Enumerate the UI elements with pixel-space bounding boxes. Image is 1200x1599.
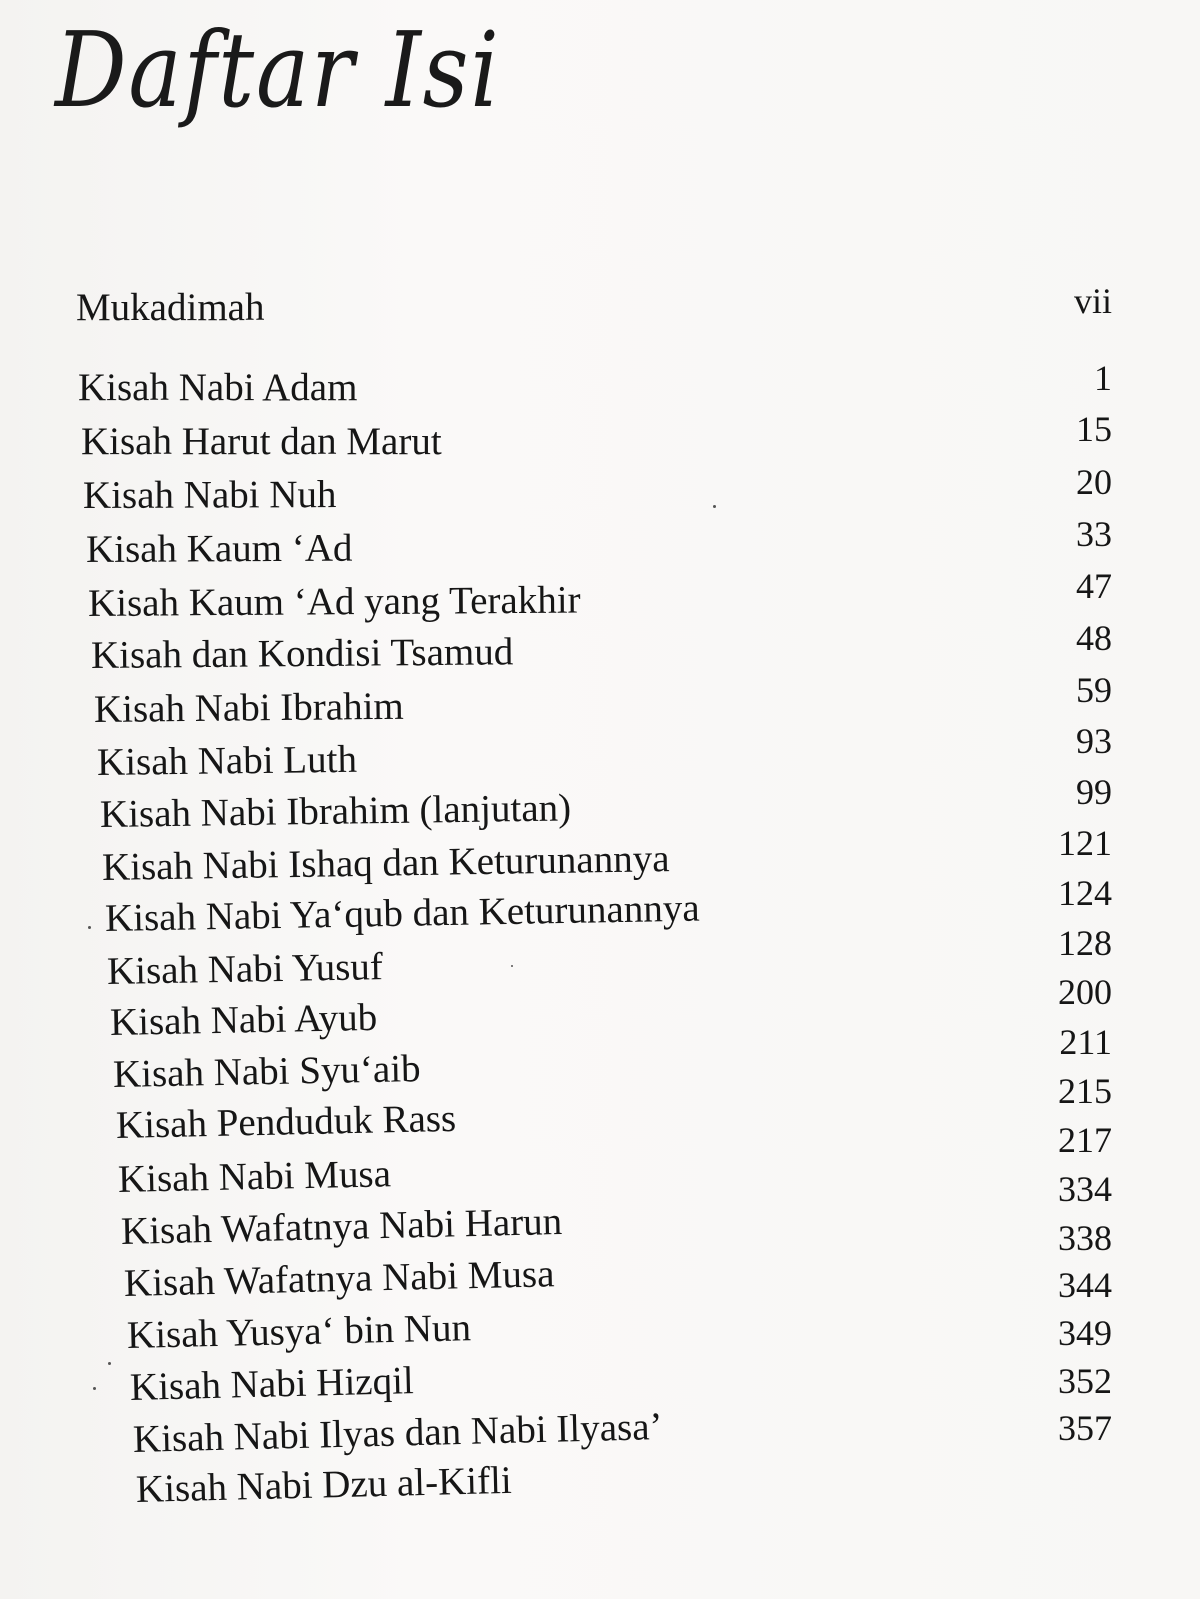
toc-entry-title: Kisah Nabi Hizqil xyxy=(129,1359,415,1409)
toc-entry-title: Mukadimah xyxy=(76,286,265,329)
toc-page-number: 99 xyxy=(1076,772,1112,812)
toc-page-number: 47 xyxy=(1076,566,1112,606)
toc-page-number: 211 xyxy=(1059,1022,1112,1062)
toc-entry-title: Kisah Wafatnya Nabi Musa xyxy=(123,1252,555,1305)
toc-page-number: 217 xyxy=(1058,1120,1112,1160)
toc-page-number: 15 xyxy=(1076,409,1112,449)
toc-entry-title: Kisah Nabi Syu‘aib xyxy=(112,1047,421,1096)
paper-speck xyxy=(713,505,716,508)
toc-page-number: 1 xyxy=(1094,358,1112,398)
toc-page-number: 124 xyxy=(1058,873,1112,913)
toc-entry-title: Kisah Kaum ‘Ad xyxy=(85,526,353,571)
toc-entry-title: Kisah dan Kondisi Tsamud xyxy=(90,630,514,677)
toc-page-number: 48 xyxy=(1076,618,1112,658)
paper-speck xyxy=(511,965,513,967)
toc-page-number: 344 xyxy=(1058,1265,1112,1305)
toc-page-number: 338 xyxy=(1058,1218,1112,1258)
toc-entry-title: Kisah Nabi Ya‘qub dan Keturunannya xyxy=(104,886,700,940)
toc-page-number: 200 xyxy=(1058,972,1112,1012)
paper-speck xyxy=(108,1362,111,1365)
toc-entry-title: Kisah Nabi Nuh xyxy=(82,473,337,517)
toc-entry-title: Kisah Yusya‘ bin Nun xyxy=(126,1306,472,1357)
toc-page-number: vii xyxy=(1073,281,1112,321)
toc-page-number: 20 xyxy=(1076,462,1112,502)
toc-entry-title: Kisah Nabi Ibrahim xyxy=(93,684,404,731)
toc-page-number: 215 xyxy=(1058,1071,1112,1111)
toc-page-number: 349 xyxy=(1058,1313,1112,1353)
toc-entry-title: Kisah Nabi Adam xyxy=(78,366,358,409)
paper-speck xyxy=(93,1387,96,1390)
toc-entry-title: Kisah Kaum ‘Ad yang Terakhir xyxy=(87,578,581,625)
toc-entry-title: Kisah Nabi Dzu al-Kifli xyxy=(135,1458,513,1511)
toc-entry-title: Kisah Wafatnya Nabi Harun xyxy=(120,1199,563,1253)
toc-entry-title: Kisah Nabi Ayub xyxy=(109,995,378,1044)
toc-page-number: 93 xyxy=(1076,721,1112,761)
toc-page-number: 357 xyxy=(1058,1408,1112,1448)
toc-page-number: 121 xyxy=(1058,823,1112,863)
toc-entry-title: Kisah Nabi Musa xyxy=(117,1152,392,1201)
toc-page-number: 128 xyxy=(1058,923,1112,963)
toc-page-number: 334 xyxy=(1058,1169,1112,1209)
toc-page-number: 59 xyxy=(1076,670,1112,710)
toc-entry-title: Kisah Nabi Ilyas dan Nabi Ilyasa’ xyxy=(132,1405,663,1461)
toc-entry-title: Kisah Nabi Ibrahim (lanjutan) xyxy=(99,786,572,836)
toc-entry-title: Kisah Penduduk Rass xyxy=(115,1096,457,1147)
page-title: Daftar Isi xyxy=(55,9,501,131)
toc-entry-title: Kisah Harut dan Marut xyxy=(81,420,442,463)
paper-speck xyxy=(88,926,91,929)
toc-page-number: 352 xyxy=(1058,1361,1112,1401)
toc-entry-title: Kisah Nabi Yusuf xyxy=(106,945,384,993)
toc-page-number: 33 xyxy=(1076,514,1112,554)
toc-entry-title: Kisah Nabi Luth xyxy=(96,737,358,784)
toc-entry-title: Kisah Nabi Ishaq dan Keturunannya xyxy=(101,837,670,889)
